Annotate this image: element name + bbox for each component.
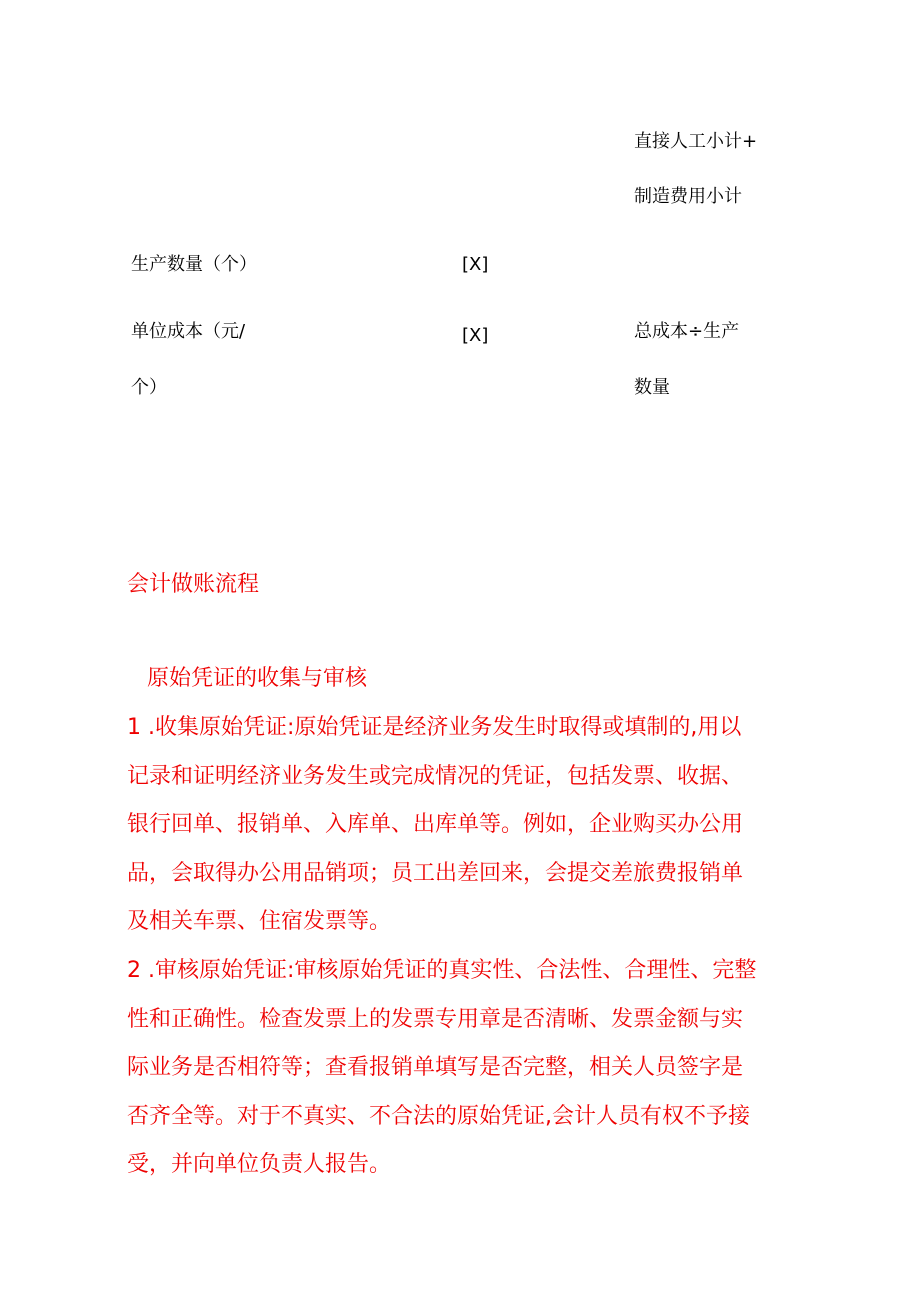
quantity-label: 生产数量（个）: [131, 254, 257, 275]
item2-paragraph: [127, 947, 807, 1190]
item2-line: 际业务是否相符等；查看报销单填写是否完整，相关人员签字是: [127, 1055, 744, 1080]
row0-formula-line1: 直接人工小计+: [634, 131, 758, 152]
section-subtitle: 原始凭证的收集与审核: [147, 666, 368, 691]
unit-cost-formula-line2: 数量: [634, 377, 670, 398]
item1-line: 银行回单、报销单、入库单、出库单等。例如，企业购买办公用: [127, 812, 744, 837]
item1-line: 及相关车票、住宿发票等。: [127, 909, 392, 934]
row0-formula-line2: 制造费用小计: [634, 186, 742, 207]
unit-cost-formula-line1: 总成本÷生产: [634, 321, 740, 342]
item2-line: 受，并向单位负责人报告。: [127, 1152, 392, 1177]
item2-line: 2 .审核原始凭证:审核原始凭证的真实性、合法性、合理性、完整: [127, 958, 757, 983]
unit-cost-label-line2: 个）: [131, 377, 167, 398]
section-title: 会计做账流程: [127, 572, 260, 597]
unit-cost-label-line1: 单位成本（元/: [131, 321, 246, 342]
item2-line: 性和正确性。检查发票上的发票专用章是否清晰、发票金额与实: [127, 1006, 744, 1032]
item1-line: 品，会取得办公用品销项；员工出差回来，会提交差旅费报销单: [127, 860, 744, 886]
quantity-value: [X]: [462, 254, 489, 275]
item1-line: 1 .收集原始凭证:原始凭证是经济业务发生时取得或填制的,用以: [127, 715, 742, 740]
item2-line: 否齐全等。对于不真实、不合法的原始凭证,会计人员有权不予接: [127, 1103, 750, 1129]
item1-paragraph: [127, 704, 807, 947]
item1-line: 记录和证明经济业务发生或完成情况的凭证，包括发票、收据、: [127, 763, 744, 789]
unit-cost-value: [X]: [462, 325, 489, 346]
